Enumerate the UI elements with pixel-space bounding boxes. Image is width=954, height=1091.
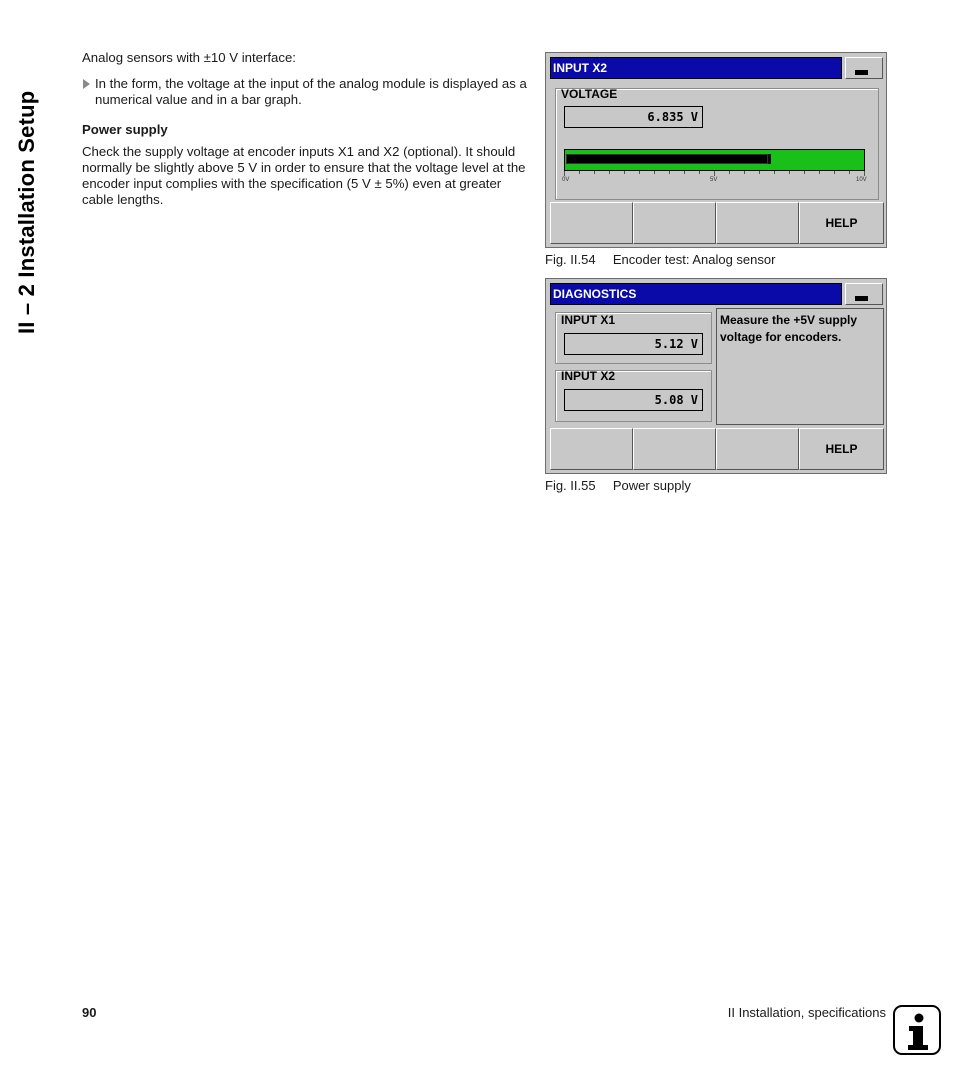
footer-section-title: II Installation, specifications: [727, 1005, 886, 1020]
figure2-caption-text: Power supply: [612, 478, 691, 493]
input-x1-group: [555, 312, 712, 364]
softkey-3[interactable]: [716, 428, 799, 470]
section-paragraph: Check the supply voltage at encoder inputs X1 and X2 (optional). It should normally be slightly above 5 V in order to ensure that the voltage level at the encoder input complies with the specification (5 V ± 5%) even at greater cable lengths.: [82, 144, 526, 207]
input-x1-value-field: 5.12 V: [564, 333, 703, 355]
input-x1-label: INPUT X1: [561, 313, 616, 327]
screen-title-bar: INPUT X2: [550, 57, 842, 79]
softkey-2[interactable]: [633, 202, 716, 244]
input-x2-value-field: 5.08 V: [564, 389, 703, 411]
figure2-caption: [545, 478, 691, 493]
softkey-2[interactable]: [633, 428, 716, 470]
help-text-panel: [716, 308, 884, 425]
side-chapter-title: [10, 50, 50, 350]
minimize-button[interactable]: [845, 57, 883, 79]
minimize-icon: [855, 70, 868, 75]
help-softkey[interactable]: HELP: [799, 428, 884, 470]
info-icon-glyph: [895, 1007, 939, 1053]
softkey-1[interactable]: [550, 428, 633, 470]
minimize-icon: [855, 296, 868, 301]
section-heading: Power supply: [82, 122, 168, 137]
help-softkey[interactable]: HELP: [799, 202, 884, 244]
scale-label-min: 0V: [562, 177, 570, 183]
minimize-button[interactable]: [845, 283, 883, 305]
voltage-value-field: 6.835 V: [564, 106, 703, 128]
voltage-label: VOLTAGE: [561, 87, 618, 101]
input-x2-label: INPUT X2: [561, 369, 616, 383]
screen-input-x2: [545, 52, 887, 248]
input-x2-group: [555, 370, 712, 422]
voltage-group: [555, 88, 879, 200]
side-chapter-title-text: II – 2 Installation Setup: [14, 90, 39, 334]
figure1-caption: [545, 252, 775, 267]
scale-label-max: 10V: [856, 177, 867, 183]
screen-title-bar: DIAGNOSTICS: [550, 283, 842, 305]
softkey-row: [550, 202, 884, 244]
bullet-text: In the form, the voltage at the input of the analog module is displayed as a numerical value and in a bar graph.: [95, 76, 527, 107]
help-text: Measure the +5V supply voltage for encoders.: [720, 313, 858, 344]
figure1-caption-number: Fig. II.54: [545, 252, 596, 267]
voltage-bar-fill: [566, 154, 771, 164]
bullet-item: [82, 76, 527, 108]
voltage-bar-graph: [564, 149, 865, 171]
info-icon: [893, 1005, 941, 1055]
figure1-caption-text: Encoder test: Analog sensor: [612, 252, 776, 267]
softkey-1[interactable]: [550, 202, 633, 244]
triangle-bullet-icon: [83, 79, 90, 89]
figure2-caption-number: Fig. II.55: [545, 478, 596, 493]
softkey-3[interactable]: [716, 202, 799, 244]
intro-text: Analog sensors with ±10 V interface:: [82, 50, 296, 65]
body-text-column: [82, 50, 527, 208]
scale-label-mid: 5V: [710, 177, 718, 183]
page-number: 90: [82, 1005, 97, 1020]
screen-diagnostics: [545, 278, 887, 474]
softkey-row: [550, 428, 884, 470]
